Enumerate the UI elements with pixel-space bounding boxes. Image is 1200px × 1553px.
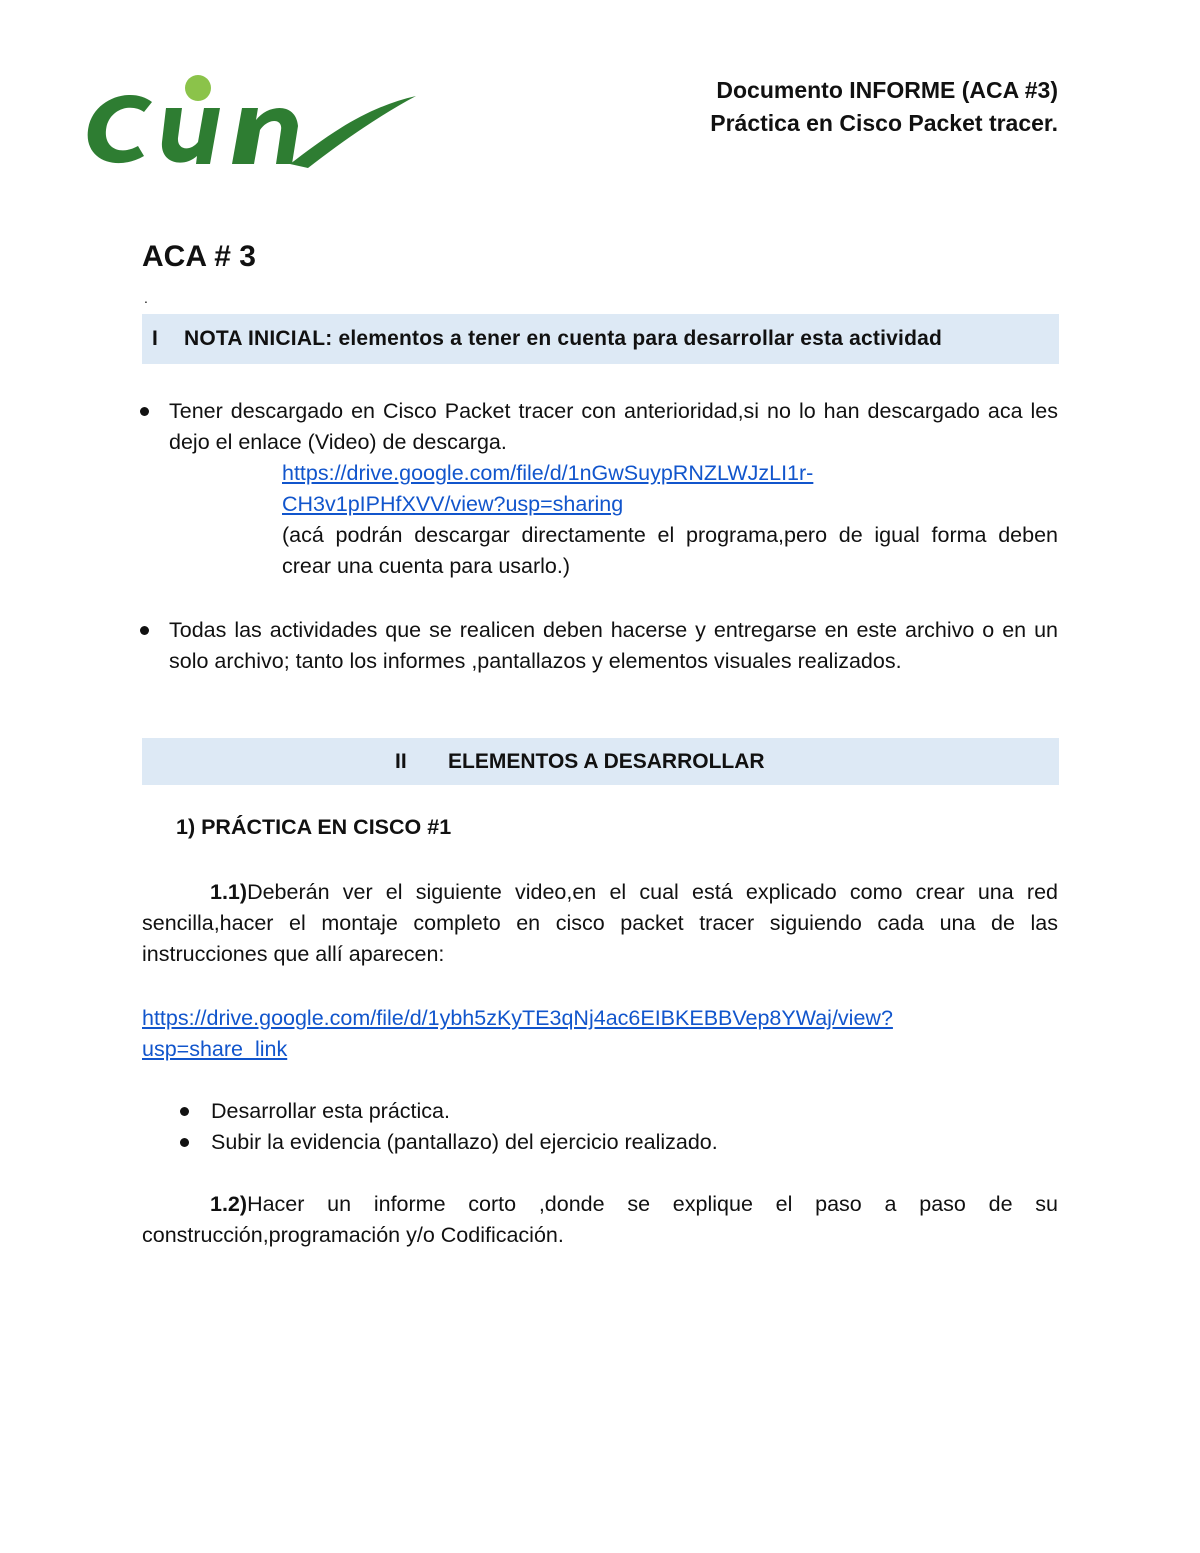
download-link-block	[282, 458, 1058, 582]
link-line-1: https://drive.google.com/file/d/1ybh5zKyTE3qNj4ac6EIBKEBBVep8YWaj/view?	[142, 1006, 893, 1030]
link-line-2: CH3v1pIPHfXVV/view?usp=sharing	[282, 492, 624, 516]
paragraph-1-2	[142, 1189, 1058, 1251]
link-line-2: usp=share_link	[142, 1037, 288, 1061]
bullet-icon	[180, 1107, 189, 1116]
list-item	[169, 615, 1058, 677]
paragraph-1-1	[142, 877, 1058, 970]
bullet-icon	[140, 407, 149, 416]
download-link[interactable]	[282, 458, 1058, 520]
section-title: NOTA INICIAL: elementos a tener en cuenta para desarrollar esta actividad	[184, 327, 942, 350]
paragraph-text: Hacer un informe corto ,donde se explique el paso a paso de su construcción,programación y/o Codificación.	[142, 1192, 1058, 1247]
page-title: ACA # 3	[142, 240, 256, 273]
bullet-text: Tener descargado en Cisco Packet tracer con anterioridad,si no lo han descargado aca les dejo el enlace (Video) de descarga.	[169, 399, 1058, 454]
list-item	[169, 396, 1058, 458]
bullet-text: Desarrollar esta práctica.	[211, 1099, 450, 1123]
bullet-icon	[140, 626, 149, 635]
paragraph-label: 1.1)	[210, 880, 248, 904]
section-title: ELEMENTOS A DESARROLLAR	[448, 750, 765, 773]
document-header	[710, 74, 1058, 140]
bullet-text: Todas las actividades que se realicen deben hacerse y entregarse en este archivo o en un solo archivo; tanto los informes ,pantallazos y elementos visuales realizados.	[169, 618, 1058, 673]
video-link[interactable]	[142, 1003, 1058, 1065]
header-line-1: Documento INFORME (ACA #3)	[716, 77, 1058, 103]
stray-dot: .	[144, 290, 148, 306]
paragraph-text: Deberán ver el siguiente video,en el cual está explicado como crear una red sencilla,hacer el montaje completo en cisco packet tracer siguiendo cada una de las instrucciones que allí aparecen:	[142, 880, 1058, 966]
cun-logo	[82, 68, 422, 180]
header-line-2: Práctica en Cisco Packet tracer.	[710, 110, 1058, 136]
paragraph-label: 1.2)	[210, 1192, 248, 1216]
section-number: II	[395, 750, 407, 773]
bullet-icon	[180, 1138, 189, 1147]
list-item	[211, 1096, 1058, 1127]
list-item	[211, 1127, 1058, 1158]
download-note: (acá podrán descargar directamente el programa,pero de igual forma deben crear una cuenta para usarlo.)	[282, 523, 1058, 578]
link-line-1: https://drive.google.com/file/d/1nGwSuypRNZLWJzLI1r-	[282, 461, 814, 485]
section-number: I	[152, 327, 158, 350]
practice-heading: 1) PRÁCTICA EN CISCO #1	[176, 815, 452, 839]
section-heading-nota-inicial	[142, 314, 1059, 364]
bullet-text: Subir la evidencia (pantallazo) del ejercicio realizado.	[211, 1130, 718, 1154]
section-heading-elementos	[142, 738, 1059, 785]
